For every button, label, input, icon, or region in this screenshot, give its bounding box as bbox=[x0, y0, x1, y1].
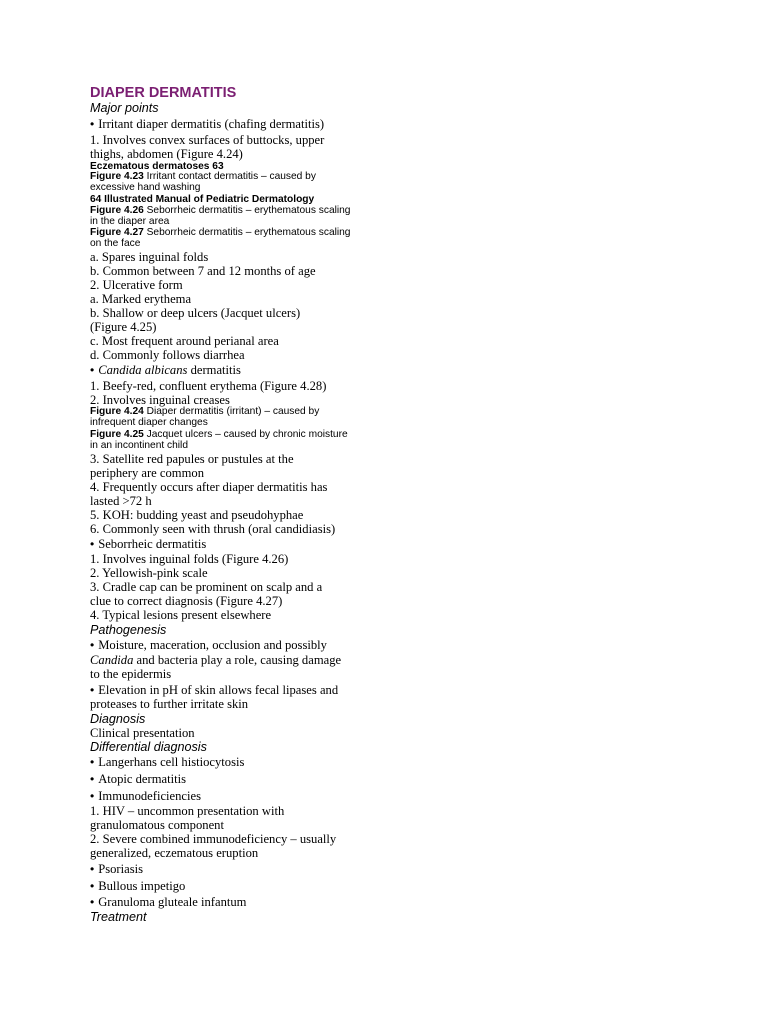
line-text: Diaper dermatitis (irritant) – caused by bbox=[143, 406, 320, 417]
figure-caption-line bbox=[90, 182, 200, 193]
bullet-item bbox=[90, 683, 338, 697]
line-text: 2. Involves inguinal creases bbox=[90, 393, 230, 407]
bullet-icon: • bbox=[90, 117, 95, 131]
text-line bbox=[90, 832, 336, 846]
bullet-item bbox=[90, 895, 246, 909]
section-heading bbox=[90, 712, 145, 726]
line-text: a. Marked erythema bbox=[90, 292, 192, 306]
figure-caption-line bbox=[90, 216, 169, 227]
bullet-icon: • bbox=[90, 879, 95, 893]
text-line bbox=[90, 393, 230, 407]
figure-caption-line bbox=[90, 171, 316, 182]
text-line bbox=[90, 334, 279, 348]
section-heading bbox=[90, 910, 146, 924]
line-text: a. Spares inguinal folds bbox=[90, 250, 209, 264]
running-header bbox=[90, 194, 314, 205]
line-text: Immunodeficiencies bbox=[98, 789, 202, 803]
text-line bbox=[90, 133, 324, 147]
line-text: 2. Severe combined immunodeficiency – usually bbox=[90, 832, 337, 846]
bullet-item bbox=[90, 772, 186, 786]
bullet-item bbox=[90, 363, 241, 377]
text-line bbox=[90, 566, 208, 580]
figure-caption-line bbox=[90, 440, 188, 451]
bullet-icon: • bbox=[90, 862, 95, 876]
line-text: thighs, abdomen (Figure 4.24) bbox=[90, 147, 243, 161]
bullet-item bbox=[90, 879, 185, 893]
line-text: proteases to further irritate skin bbox=[90, 697, 249, 711]
line-text: Pathogenesis bbox=[90, 623, 167, 637]
line-text: Irritant contact dermatitis – caused by bbox=[143, 171, 316, 182]
line-text: Diagnosis bbox=[90, 712, 146, 726]
figure-label: Figure 4.27 bbox=[90, 227, 144, 238]
text-line bbox=[90, 608, 271, 622]
line-text: 1. Beefy-red, confluent erythema (Figure 4.28) bbox=[90, 379, 327, 393]
text-line bbox=[90, 552, 288, 566]
line-text: Treatment bbox=[90, 910, 147, 924]
bullet-icon: • bbox=[90, 683, 95, 697]
line-text: in the diaper area bbox=[90, 216, 170, 227]
line-text: infrequent diaper changes bbox=[90, 417, 208, 428]
figure-caption-line bbox=[90, 429, 348, 440]
text-line bbox=[90, 580, 322, 594]
line-text: lasted >72 h bbox=[90, 494, 152, 508]
line-text: granulomatous component bbox=[90, 818, 224, 832]
figure-caption-line bbox=[90, 238, 140, 249]
bullet-item bbox=[90, 537, 206, 551]
line-text: 64 Illustrated Manual of Pediatric Dermatology bbox=[90, 194, 315, 205]
line-text: 5. KOH: budding yeast and pseudohyphae bbox=[90, 508, 304, 522]
text-line bbox=[90, 726, 195, 740]
italic-term: Candida albicans bbox=[98, 363, 188, 377]
figure-label: Figure 4.24 bbox=[90, 406, 144, 417]
line-text: Atopic dermatitis bbox=[98, 772, 186, 786]
line-text: 2. Ulcerative form bbox=[90, 278, 183, 292]
line-text: and bacteria play a role, causing damage bbox=[133, 653, 342, 667]
text-line bbox=[90, 250, 208, 264]
text-line bbox=[90, 264, 316, 278]
line-text: b. Shallow or deep ulcers (Jacquet ulcers) bbox=[90, 306, 301, 320]
figure-caption-line bbox=[90, 227, 350, 238]
line-text: Seborrheic dermatitis – erythematous scaling bbox=[143, 205, 351, 216]
text-line bbox=[90, 594, 282, 608]
line-text: clue to correct diagnosis (Figure 4.27) bbox=[90, 594, 283, 608]
figure-label: Figure 4.25 bbox=[90, 429, 144, 440]
section-heading bbox=[90, 623, 166, 637]
bullet-icon: • bbox=[90, 537, 95, 551]
bullet-item bbox=[90, 117, 324, 131]
line-text: Bullous impetigo bbox=[98, 879, 186, 893]
line-text: Granuloma gluteale infantum bbox=[98, 895, 247, 909]
bullet-item bbox=[90, 755, 244, 769]
figure-caption-line bbox=[90, 205, 350, 216]
page-title: DIAPER DERMATITIS bbox=[90, 85, 237, 101]
line-text: 4. Typical lesions present elsewhere bbox=[90, 608, 272, 622]
line-text: 4. Frequently occurs after diaper dermatitis has bbox=[90, 480, 328, 494]
text-line bbox=[90, 697, 248, 711]
line-text: in an incontinent child bbox=[90, 440, 188, 451]
figure-label: Figure 4.26 bbox=[90, 205, 144, 216]
line-text: Clinical presentation bbox=[90, 726, 195, 740]
figure-label: Figure 4.23 bbox=[90, 171, 144, 182]
text-line bbox=[90, 292, 191, 306]
figure-caption-line bbox=[90, 417, 208, 428]
bullet-icon: • bbox=[90, 638, 95, 652]
text-line bbox=[90, 320, 156, 334]
line-text: d. Commonly follows diarrhea bbox=[90, 348, 245, 362]
line-text: 1. HIV – uncommon presentation with bbox=[90, 804, 285, 818]
line-text: 6. Commonly seen with thrush (oral candidiasis) bbox=[90, 522, 336, 536]
bullet-icon: • bbox=[90, 363, 95, 377]
line-text: Major points bbox=[90, 101, 159, 115]
text-line bbox=[90, 348, 245, 362]
line-text: 1. Involves convex surfaces of buttocks, upper bbox=[90, 133, 325, 147]
line-text: Eczematous dermatoses 63 bbox=[90, 161, 224, 172]
text-line bbox=[90, 452, 294, 466]
line-text: Moisture, maceration, occlusion and possibly bbox=[98, 638, 327, 652]
bullet-icon: • bbox=[90, 755, 95, 769]
line-text: Seborrheic dermatitis – erythematous scaling bbox=[143, 227, 351, 238]
line-text: 3. Cradle cap can be prominent on scalp and a bbox=[90, 580, 323, 594]
text-line bbox=[90, 466, 204, 480]
line-text: excessive hand washing bbox=[90, 182, 201, 193]
line-text: Jacquet ulcers – caused by chronic moisture bbox=[143, 429, 348, 440]
line-text: Langerhans cell histiocytosis bbox=[98, 755, 245, 769]
line-text: periphery are common bbox=[90, 466, 204, 480]
text-line bbox=[90, 278, 183, 292]
text-line bbox=[90, 306, 300, 320]
line-text: 2. Yellowish-pink scale bbox=[90, 566, 208, 580]
line-text: b. Common between 7 and 12 months of age bbox=[90, 264, 316, 278]
figure-caption-line bbox=[90, 406, 319, 417]
line-text: 1. Involves inguinal folds (Figure 4.26) bbox=[90, 552, 289, 566]
line-text: generalized, eczematous eruption bbox=[90, 846, 259, 860]
text-line bbox=[90, 846, 258, 860]
section-heading bbox=[90, 740, 207, 754]
text-line bbox=[90, 494, 152, 508]
line-text: Psoriasis bbox=[98, 862, 143, 876]
line-text: (Figure 4.25) bbox=[90, 320, 157, 334]
bullet-icon: • bbox=[90, 789, 95, 803]
bullet-icon: • bbox=[90, 895, 95, 909]
bullet-item bbox=[90, 862, 143, 876]
text-line bbox=[90, 653, 341, 667]
text-line bbox=[90, 508, 303, 522]
text-line bbox=[90, 147, 243, 161]
text-line bbox=[90, 379, 326, 393]
text-line bbox=[90, 804, 284, 818]
text-line bbox=[90, 818, 224, 832]
line-text: to the epidermis bbox=[90, 667, 172, 681]
bullet-item bbox=[90, 789, 201, 803]
line-text: Elevation in pH of skin allows fecal lipases and bbox=[98, 683, 339, 697]
line-text: Irritant diaper dermatitis (chafing dermatitis) bbox=[98, 117, 325, 131]
line-text: dermatitis bbox=[187, 363, 241, 377]
italic-term: Candida bbox=[90, 653, 134, 667]
text-line bbox=[90, 480, 327, 494]
line-text: 3. Satellite red papules or pustules at the bbox=[90, 452, 294, 466]
text-line bbox=[90, 667, 171, 681]
section-heading bbox=[90, 101, 159, 115]
text-line bbox=[90, 522, 335, 536]
bullet-icon: • bbox=[90, 772, 95, 786]
line-text: c. Most frequent around perianal area bbox=[90, 334, 279, 348]
line-text: Differential diagnosis bbox=[90, 740, 207, 754]
bullet-item bbox=[90, 638, 327, 652]
line-text: on the face bbox=[90, 238, 141, 249]
line-text: Seborrheic dermatitis bbox=[98, 537, 207, 551]
